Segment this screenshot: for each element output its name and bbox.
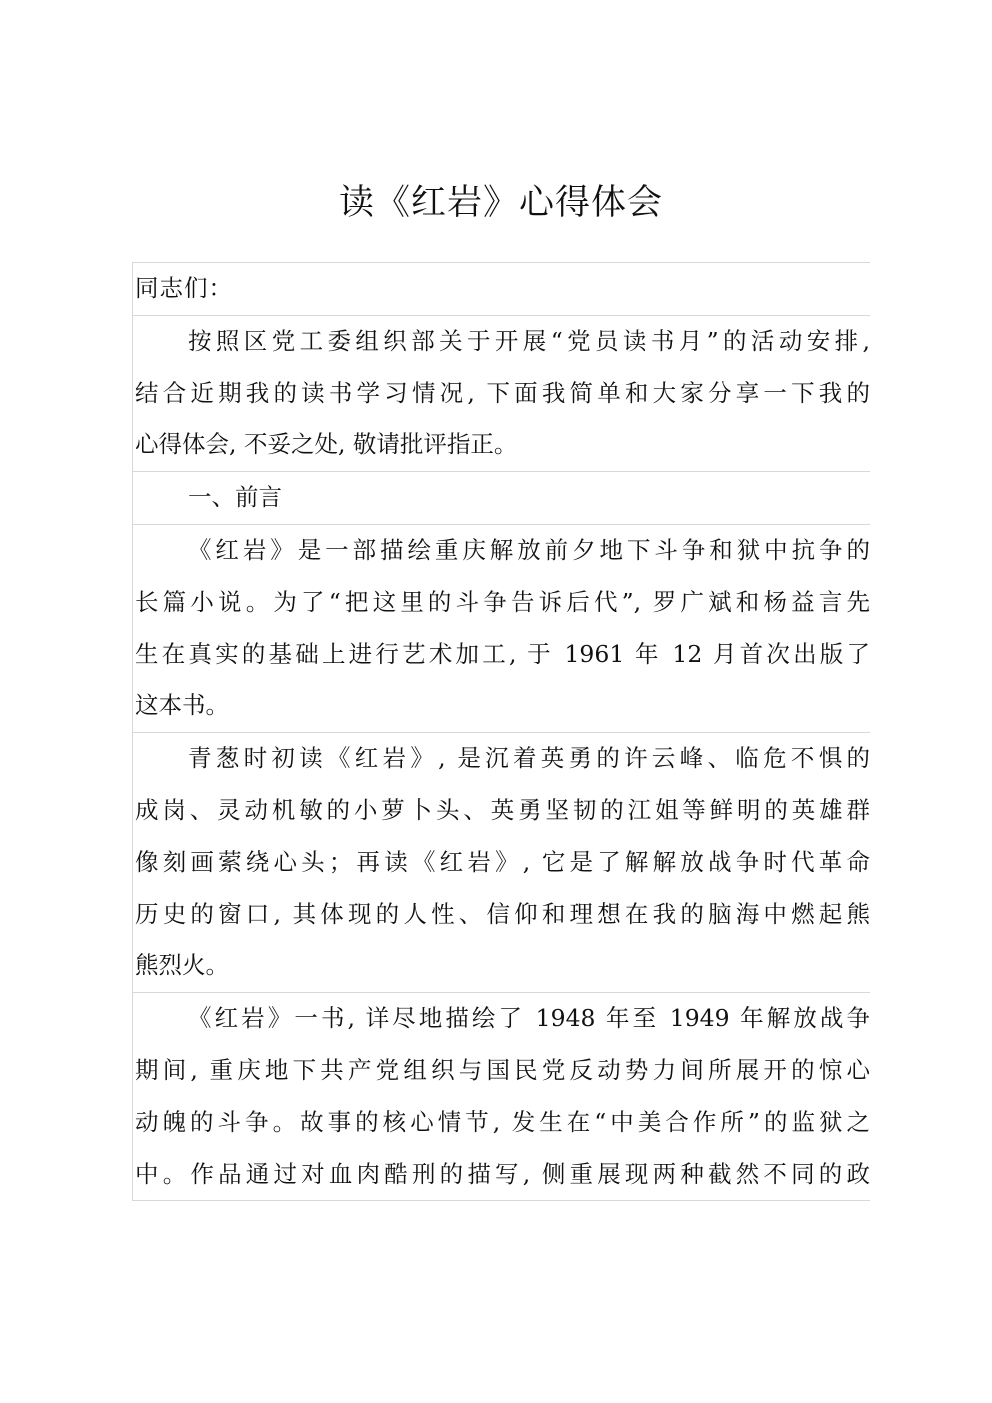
paragraph-line: 《红岩》是一部描绘重庆解放前夕地下斗争和狱中抗争的 (188, 535, 870, 564)
paragraph-line: 长篇小说。为了“把这里的斗争告诉后代”, 罗广斌和杨益言先 (135, 587, 870, 616)
paragraph-summary (133, 992, 870, 1201)
paragraph-line: 历史的窗口, 其体现的人性、信仰和理想在我的脑海中燃起熊 (135, 899, 870, 928)
paragraph-line: 按照区党工委组织部关于开展“党员读书月”的活动安排, (188, 326, 870, 355)
document-body (132, 262, 870, 1201)
section-heading-block (133, 471, 870, 524)
page-title: 读《红岩》心得体会 (338, 183, 663, 223)
paragraph-line: 心得体会, 不妥之处, 敬请批评指正。 (135, 430, 518, 459)
paragraph-line: 期间, 重庆地下共产党组织与国民党反动势力间所展开的惊心 (135, 1055, 870, 1084)
section-heading: 一、前言 (188, 483, 282, 512)
paragraph-line: 成岗、灵动机敏的小萝卜头、英勇坚韧的江姐等鲜明的英雄群 (135, 795, 870, 824)
paragraph-line: 像刻画萦绕心头；再读《红岩》, 它是了解解放战争时代革命 (135, 847, 870, 876)
paragraph-line: 青葱时初读《红岩》, 是沉着英勇的许云峰、临危不惧的 (188, 744, 870, 773)
paragraph-line: 中。作品通过对血肉酷刑的描写, 侧重展现两种截然不同的政 (135, 1159, 870, 1188)
paragraph-line: 这本书。 (135, 691, 229, 720)
paragraph-line: 动魄的斗争。故事的核心情节, 发生在“中美合作所”的监狱之 (135, 1107, 870, 1136)
paragraph-line: 《红岩》一书, 详尽地描绘了 1948 年至 1949 年解放战争 (188, 1004, 870, 1033)
salutation: 同志们： (135, 274, 233, 302)
paragraph-reflection (133, 732, 870, 992)
paragraph-intro (133, 315, 870, 471)
paragraph-background (133, 524, 870, 732)
paragraph-line: 结合近期我的读书学习情况, 下面我简单和大家分享一下我的 (135, 378, 870, 407)
salutation-block (133, 262, 870, 315)
paragraph-line: 生在真实的基础上进行艺术加工, 于 1961 年 12 月首次出版了 (135, 639, 870, 668)
paragraph-line: 熊烈火。 (135, 951, 229, 980)
